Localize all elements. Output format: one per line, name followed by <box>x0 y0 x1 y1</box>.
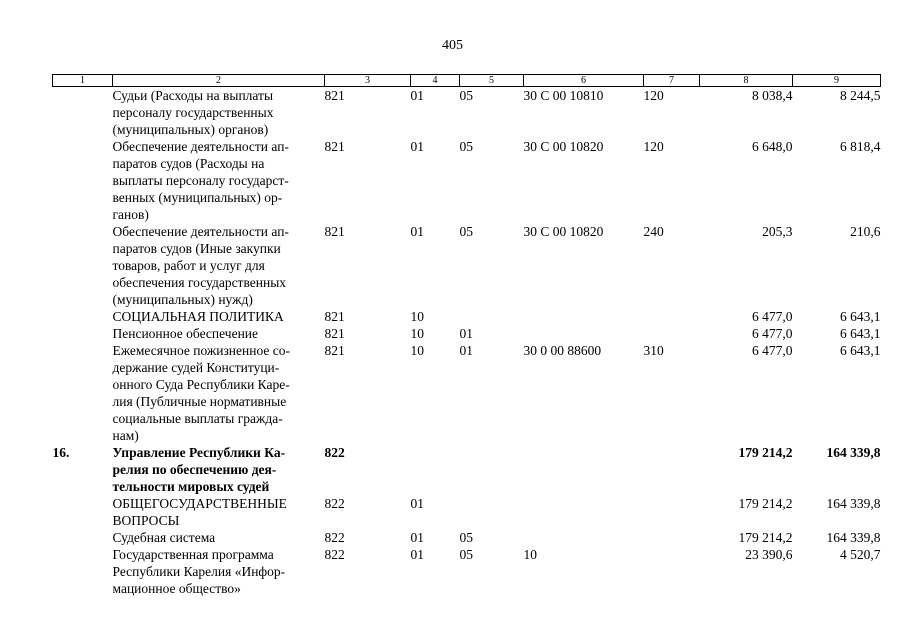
section-code: 01 <box>410 139 424 154</box>
row-number <box>53 529 113 546</box>
amount-year-1: 205,3 <box>762 224 793 239</box>
subsection-code <box>460 495 524 529</box>
row-number <box>53 87 113 139</box>
ministry-code: 822 <box>324 530 345 545</box>
row-name-line: Пенсионное обеспечение <box>112 326 259 341</box>
row-name-line: (муниципальных) нужд) <box>112 292 253 307</box>
row-name-line: мационное общество» <box>112 581 241 596</box>
target-article-code <box>524 308 644 325</box>
table-row <box>53 325 881 342</box>
table-row <box>53 223 881 308</box>
column-header: 1 <box>53 75 113 87</box>
subsection-code: 01 <box>459 326 473 341</box>
expense-type-code: 120 <box>643 88 664 103</box>
row-name <box>113 308 325 325</box>
amount-year-2: 6 643,1 <box>840 309 881 324</box>
section-code <box>411 444 460 495</box>
subsection-code: 05 <box>459 530 473 545</box>
row-name <box>113 342 325 444</box>
expense-type-code <box>644 325 700 342</box>
column-header: 8 <box>700 75 793 87</box>
row-name-line: Государственная программа <box>112 547 274 562</box>
row-name-line: Судебная система <box>112 530 216 545</box>
section-code: 01 <box>410 547 424 562</box>
row-number: 16. <box>52 445 70 460</box>
row-name-line: Судьи (Расходы на выплаты <box>112 88 274 103</box>
column-header: 6 <box>524 75 644 87</box>
target-article-code <box>524 444 644 495</box>
row-name-line: держание судей Конституци- <box>112 360 280 375</box>
table-row <box>53 529 881 546</box>
target-article-code: 30 С 00 10810 <box>523 88 604 103</box>
ministry-code: 821 <box>324 139 345 154</box>
column-number-header <box>53 75 881 87</box>
expense-type-code: 310 <box>643 343 664 358</box>
row-name-line: тельности мировых судей <box>112 479 270 494</box>
row-name <box>113 546 325 597</box>
amount-year-2: 6 643,1 <box>840 326 881 341</box>
amount-year-1: 179 214,2 <box>738 530 793 545</box>
ministry-code: 821 <box>324 309 345 324</box>
budget-table <box>52 74 881 597</box>
row-name-line: нам) <box>112 428 139 443</box>
subsection-code: 05 <box>459 88 473 103</box>
row-name-line: онного Суда Республики Каре- <box>112 377 290 392</box>
target-article-code <box>524 529 644 546</box>
column-header: 7 <box>644 75 700 87</box>
ministry-code: 821 <box>324 326 345 341</box>
row-name-line: Управление Республики Ка- <box>112 445 286 460</box>
table-row <box>53 546 881 597</box>
ministry-code: 821 <box>324 343 345 358</box>
ministry-code: 821 <box>324 88 345 103</box>
row-name <box>113 138 325 223</box>
section-code: 01 <box>410 496 424 511</box>
row-name-line: Ежемесячное пожизненное со- <box>112 343 290 358</box>
table-row <box>53 342 881 444</box>
row-name-line: выплаты персоналу государст- <box>112 173 289 188</box>
subsection-code: 05 <box>459 224 473 239</box>
row-number <box>53 138 113 223</box>
row-name <box>113 325 325 342</box>
subsection-code: 01 <box>459 343 473 358</box>
ministry-code: 821 <box>324 224 345 239</box>
amount-year-2: 4 520,7 <box>840 547 881 562</box>
section-code: 01 <box>410 530 424 545</box>
row-name <box>113 87 325 139</box>
section-code: 01 <box>410 224 424 239</box>
row-name <box>113 529 325 546</box>
row-name-line: венных (муниципальных) ор- <box>112 190 283 205</box>
expense-type-code: 120 <box>643 139 664 154</box>
target-article-code: 10 <box>523 547 537 562</box>
expense-type-code <box>644 529 700 546</box>
row-name-line: паратов судов (Иные закупки <box>112 241 281 256</box>
section-code: 01 <box>410 88 424 103</box>
row-name-line: товаров, работ и услуг для <box>112 258 265 273</box>
section-code: 10 <box>410 343 424 358</box>
subsection-code <box>460 308 524 325</box>
expense-type-code <box>644 495 700 529</box>
amount-year-2: 164 339,8 <box>826 496 881 511</box>
row-name-line: ОБЩЕГОСУДАРСТВЕННЫЕ <box>112 496 287 511</box>
row-name-line: лия (Публичные нормативные <box>112 394 287 409</box>
amount-year-1: 6 477,0 <box>752 326 793 341</box>
subsection-code: 05 <box>459 139 473 154</box>
row-name-line: (муниципальных) органов) <box>112 122 269 137</box>
section-code: 10 <box>410 309 424 324</box>
row-number <box>53 546 113 597</box>
expense-type-code <box>644 308 700 325</box>
ministry-code: 822 <box>324 547 345 562</box>
table-body <box>53 87 881 598</box>
column-header: 2 <box>113 75 325 87</box>
row-name-line: Обеспечение деятельности ап- <box>112 139 289 154</box>
row-name-line: ганов) <box>112 207 149 222</box>
row-number <box>53 342 113 444</box>
row-name-line: ВОПРОСЫ <box>112 513 180 528</box>
amount-year-1: 179 214,2 <box>738 445 793 460</box>
row-name-line: Республики Карелия «Инфор- <box>112 564 286 579</box>
table-row <box>53 87 881 139</box>
amount-year-2: 8 244,5 <box>840 88 881 103</box>
amount-year-1: 179 214,2 <box>738 496 793 511</box>
row-name-line: социальные выплаты гражда- <box>112 411 283 426</box>
row-name <box>113 495 325 529</box>
row-name-line: СОЦИАЛЬНАЯ ПОЛИТИКА <box>112 309 284 324</box>
amount-year-2: 6 818,4 <box>840 139 881 154</box>
row-name-line: обеспечения государственных <box>112 275 287 290</box>
row-number <box>53 325 113 342</box>
table-row <box>53 308 881 325</box>
amount-year-1: 6 477,0 <box>752 309 793 324</box>
column-header: 9 <box>793 75 881 87</box>
row-name <box>113 223 325 308</box>
amount-year-2: 164 339,8 <box>826 445 881 460</box>
expense-type-code: 240 <box>643 224 664 239</box>
row-name-line: паратов судов (Расходы на <box>112 156 265 171</box>
table-row <box>53 495 881 529</box>
table-row <box>53 444 881 495</box>
row-name-line: персоналу государственных <box>112 105 274 120</box>
ministry-code: 822 <box>324 496 345 511</box>
target-article-code: 30 0 00 88600 <box>523 343 602 358</box>
expense-type-code <box>644 546 700 597</box>
subsection-code: 05 <box>459 547 473 562</box>
column-header: 5 <box>460 75 524 87</box>
subsection-code <box>460 444 524 495</box>
expense-type-code <box>644 444 700 495</box>
amount-year-1: 23 390,6 <box>745 547 793 562</box>
row-name-line: релия по обеспечению дея- <box>112 462 277 477</box>
column-header: 4 <box>411 75 460 87</box>
target-article-code <box>524 325 644 342</box>
amount-year-2: 210,6 <box>850 224 881 239</box>
target-article-code: 30 С 00 10820 <box>523 139 604 154</box>
amount-year-2: 6 643,1 <box>840 343 881 358</box>
target-article-code <box>524 495 644 529</box>
amount-year-1: 6 648,0 <box>752 139 793 154</box>
table-row <box>53 138 881 223</box>
target-article-code: 30 С 00 10820 <box>523 224 604 239</box>
page-number: 405 <box>442 38 463 53</box>
row-name <box>113 444 325 495</box>
column-header: 3 <box>325 75 411 87</box>
amount-year-1: 6 477,0 <box>752 343 793 358</box>
amount-year-1: 8 038,4 <box>752 88 793 103</box>
ministry-code: 822 <box>324 445 345 460</box>
row-name-line: Обеспечение деятельности ап- <box>112 224 289 239</box>
amount-year-2: 164 339,8 <box>826 530 881 545</box>
row-number <box>53 495 113 529</box>
section-code: 10 <box>410 326 424 341</box>
row-number <box>53 223 113 308</box>
row-number <box>53 308 113 325</box>
